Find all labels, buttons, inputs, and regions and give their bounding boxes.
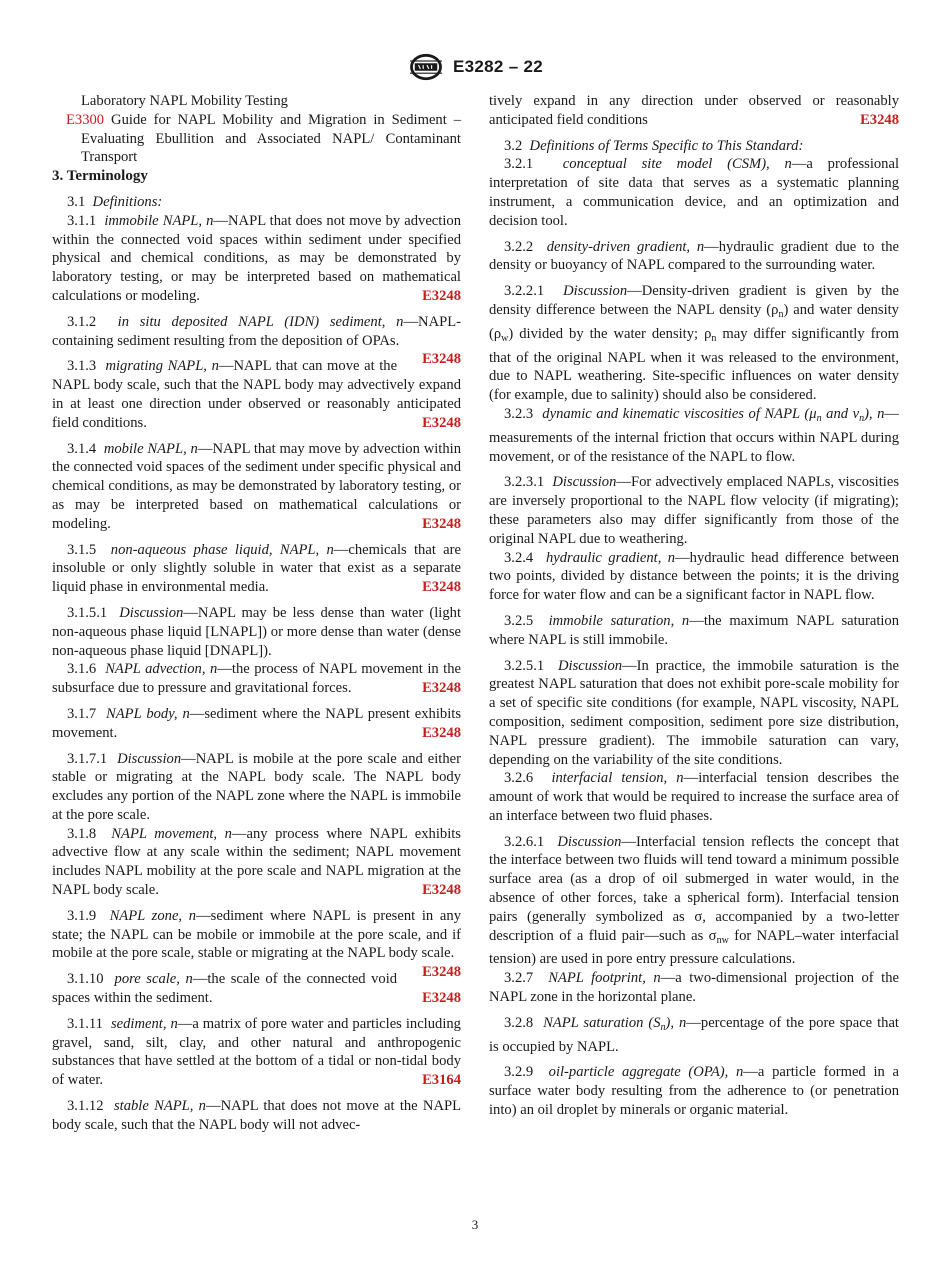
discussion-3-2-2-1: 3.2.2.1 Discussion—Density-driven gradient is given by the density difference between the NAPL density $(\rho_n)$ and water density $(\rho_w)$ divided by the water density; $\rho_n$ may differ significantly from that of the original NAPL when it was released to the environment, due to NAPL weathering. Site-specific influences on water density (for example, due to salinity) should also be considered.	[489, 283, 900, 404]
reference-label[interactable]: E3248	[422, 579, 461, 596]
definition-3-1-5: 3.1.5 non-aqueous phase liquid, NAPL, n—chemicals that are insoluble or only slightly soluble in water that exist as a separate liquid phase in environmental media. E3248	[52, 541, 462, 596]
definition-3-1-12: 3.1.12 stable NAPL, n—NAPL that does not move at the NAPL body scale, such that the NAPL body will not advec-	[52, 1098, 462, 1133]
section-heading: 3. Terminology	[52, 168, 148, 185]
reference-label[interactable]: E3164	[422, 1072, 461, 1089]
definition-3-1-1: 3.1.1 immobile NAPL, n—NAPL that does not move by advection within the connected void spaces within sediment under specified physical and chemical conditions, as may be demonstrated by laboratory testing, or may be interpreted based on mathematical calculations or modeling. E3248	[52, 212, 461, 304]
reference-title: Guide for NAPL Mobility and Migration in Sediment – Evaluating Ebullition and Associated NAPL/ Contaminant Transport	[81, 111, 461, 166]
discussion-3-1-5-1: 3.1.5.1 Discussion—NAPL may be less dense than water (light non-aqueous phase liquid [LNAPL]) or more dense than water (dense non-aqueous phase liquid [DNAPL]).	[52, 604, 462, 659]
definition-3-1-2: 3.1.2 in situ deposited NAPL (IDN) sediment, n—NAPL-containing sediment resulting from the deposition of OPAs. E3248	[52, 313, 462, 368]
definition-3-1-11: 3.1.11 sediment, n—a matrix of pore water and particles including gravel, sand, silt, clay, and other natural and anthropogenic substances that have settled at the bottom of a tidal or non-tidal body of water. E3164	[52, 1015, 461, 1089]
definition-3-1-7: 3.1.7 NAPL body, n—sediment where the NAPL present exhibits movement. E3248	[52, 705, 461, 741]
reference-label[interactable]: E3248	[422, 724, 461, 741]
definition-3-1: 3.1 Definitions:	[67, 193, 163, 210]
definition-3-2-6: 3.2.6 interfacial tension, n—interfacial tension describes the amount of work that would be required to increase the surface area of an interface between two fluid phases.	[489, 770, 900, 824]
reference-e3300	[52, 111, 461, 167]
reference-code[interactable]: E3300	[66, 111, 105, 128]
definition-3-1-4: 3.1.4 mobile NAPL, n—NAPL that may move by advection within the connected void spaces of the sediment under specific physical and chemical conditions, as may be demonstrated by laboratory testing, or as may be interpreted based on mathematical calculations or modeling. E3248	[52, 440, 461, 532]
page-header	[0, 52, 950, 82]
reference-label[interactable]: E3248	[422, 882, 461, 899]
reference-label[interactable]: E3248	[422, 414, 461, 431]
discussion-3-2-3-1: 3.2.3.1 Discussion—For advectively emplaced NAPLs, viscosities are inversely proportional to the NAPL flow velocity (if migrating); these parameters also may differ significantly from those of the original NAPL due to weathering.	[489, 474, 899, 547]
right-column	[489, 92, 899, 1120]
left-column	[52, 92, 461, 1135]
definition-3-1-3: 3.1.3 migrating NAPL, n—NAPL that can move at the NAPL body scale, such that the NAPL body may advectively expand in at least one direction under observed or reasonably anticipated field conditions. E3248	[52, 358, 461, 431]
definition-3-2-9: 3.2.9 oil-particle aggregate (OPA), n—a particle formed in a surface water body resulting from the adherence to (or penetration into) an oil droplet by minerals or organic material.	[489, 1064, 900, 1119]
definition-3-2-3: 3.2.3 dynamic and kinematic viscosities of NAPL ($\mu_n$ and $\nu_n$), n—measurements of the internal friction that occurs within NAPL during movement, or of the resistance of the NAPL to flow.	[489, 405, 900, 465]
reference-label[interactable]: E3248	[422, 351, 461, 368]
definition-3-1-8: 3.1.8 NAPL movement, n—any process where NAPL exhibits advective flow at any scale within the sediment; NAPL movement includes NAPL mobility at the pore scale and NAPL migration at the NAPL body scale. E3248	[52, 825, 461, 899]
astm-logo-icon	[407, 52, 445, 82]
definition-3-2: 3.2 Definitions of Terms Specific to This Standard:	[504, 137, 804, 154]
definition-3-2-8: 3.2.8 NAPL saturation $(S_n)$, n—percentage of the pore space that is occupied by NAPL.	[489, 1014, 899, 1055]
reference-label[interactable]: E3248	[422, 964, 461, 981]
definition-3-2-1: 3.2.1 conceptual site model (CSM), n—a professional interpretation of site data that serves as a systematic planning instrument, a communication device, and an optimization and decision tool.	[489, 156, 900, 229]
definition-3-2-7: 3.2.7 NAPL footprint, n—a two-dimensional projection of the NAPL zone in the horizontal plane.	[489, 970, 900, 1006]
page-number: 3	[471, 1217, 479, 1232]
definition-3-1-12-continued: tively expand in any direction under observed or reasonably anticipated field conditions E3248	[489, 93, 899, 128]
definition-3-2-5: 3.2.5 immobile saturation, n—the maximum NAPL saturation where NAPL is still immobile.	[489, 612, 900, 648]
reference-label[interactable]: E3248	[422, 990, 461, 1007]
definition-3-2-4: 3.2.4 hydraulic gradient, n—hydraulic head difference between two points, divided by distance between the points; it is the driving force for water flow and can be a significant factor in NAPL flow.	[489, 549, 899, 604]
definition-3-1-9: 3.1.9 NAPL zone, n—sediment where NAPL is present in any state; the NAPL can be mobile or immobile at the pore scale, and if mobile at the pore scale, stable or migrating at the NAPL body scale. E3248	[52, 907, 461, 981]
discussion-3-2-6-1: 3.2.6.1 Discussion—Interfacial tension reflects the concept that the interface between two fluids will tend toward a minimum possible surface area (as a drop of oil submerged in water would, in the absence of other forces, take a spherical form). Interfacial tension pairs (generally symbolized as σ, accompanied by a two-letter description of a fluid pair—such as $\sigma_{nw}$ for NAPL–water interfacial tension) are used in pore entry pressure calculations.	[489, 833, 900, 968]
definition-3-2-2: 3.2.2 density-driven gradient, n—hydraulic gradient due to the density or buoyancy of NAPL compared to the surrounding water.	[489, 238, 899, 274]
reference-label[interactable]: E3248	[422, 287, 461, 304]
definition-3-1-6: 3.1.6 NAPL advection, n—the process of NAPL movement in the subsurface due to pressure and gravitational forces. E3248	[52, 661, 462, 697]
reference-label[interactable]: E3248	[422, 680, 461, 697]
reference-label[interactable]: E3248	[860, 111, 899, 128]
definition-3-1-10: 3.1.10 pore scale, n—the scale of the connected void spaces within the sediment. E3248	[52, 971, 461, 1007]
discussion-3-2-5-1: 3.2.5.1 Discussion—In practice, the immobile saturation is the greatest NAPL saturation that does not exhibit pore-scale mobility for a set of specific site conditions (for example, NAPL viscosity, NAPL composition, sediment composition, sediment pore size distribution, NAPL pressure gradient). The immobile saturation can vary, depending on the variability of the site conditions.	[489, 657, 900, 768]
reference-continuation: Laboratory NAPL Mobility Testing	[81, 93, 288, 109]
reference-label[interactable]: E3248	[422, 515, 461, 532]
discussion-3-1-7-1: 3.1.7.1 Discussion—NAPL is mobile at the pore scale and either stable or migrating at the NAPL body scale. The NAPL body excludes any portion of the NAPL zone where the NAPL is immobile at the pore scale.	[52, 750, 461, 823]
standard-designation: E3282 – 22	[453, 57, 543, 76]
